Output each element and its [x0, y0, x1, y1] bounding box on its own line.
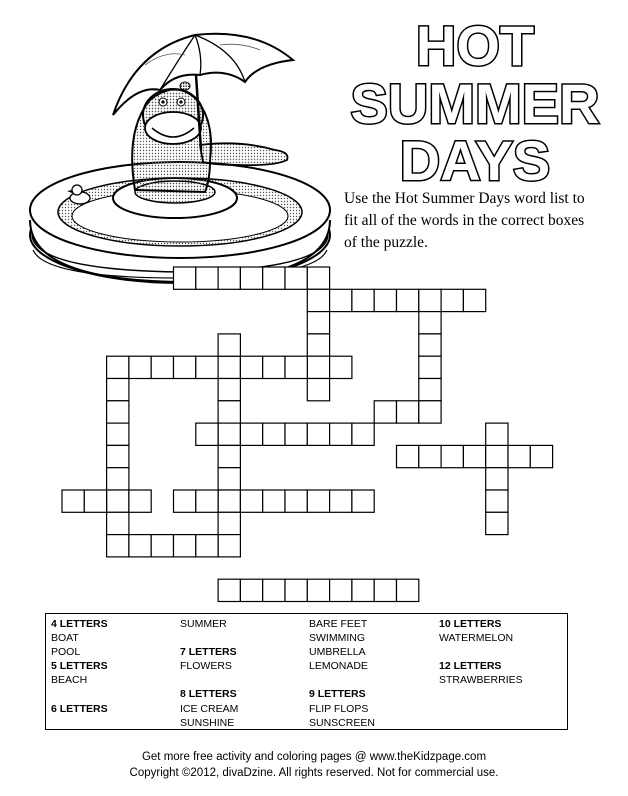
crossword-cell[interactable]	[307, 334, 329, 356]
word-list-heading: 6 LETTERS	[51, 702, 108, 715]
crossword-cell[interactable]	[263, 490, 285, 512]
crossword-cell[interactable]	[419, 379, 441, 401]
crossword-cell[interactable]	[307, 289, 329, 311]
crossword-cell[interactable]	[463, 289, 485, 311]
word-list-item: BOAT	[51, 632, 79, 645]
crossword-cell[interactable]	[307, 579, 329, 601]
crossword-cell[interactable]	[218, 535, 240, 557]
crossword-cell[interactable]	[330, 423, 352, 445]
crossword-cell[interactable]	[218, 579, 240, 601]
word-list-column-3	[309, 617, 375, 730]
word-list-column-2	[180, 617, 238, 730]
crossword-cell[interactable]	[107, 356, 129, 378]
word-list-item: SWIMMING	[309, 632, 365, 645]
crossword-cell[interactable]	[419, 334, 441, 356]
crossword-cell[interactable]	[374, 289, 396, 311]
crossword-cell[interactable]	[174, 356, 196, 378]
crossword-cell[interactable]	[330, 289, 352, 311]
crossword-cell[interactable]	[240, 356, 262, 378]
crossword-cell[interactable]	[486, 445, 508, 467]
crossword-cell[interactable]	[486, 468, 508, 490]
crossword-cell[interactable]	[218, 512, 240, 534]
word-list-column-4	[439, 617, 523, 687]
crossword-cell[interactable]	[486, 490, 508, 512]
crossword-cell[interactable]	[240, 423, 262, 445]
word-list-item: POOL	[51, 646, 81, 659]
crossword-cell[interactable]	[330, 356, 352, 378]
crossword-cell[interactable]	[107, 379, 129, 401]
word-list-heading: 9 LETTERS	[309, 688, 366, 701]
crossword-cell[interactable]	[352, 423, 374, 445]
crossword-cell[interactable]	[486, 423, 508, 445]
crossword-cell[interactable]	[263, 423, 285, 445]
crossword-cell[interactable]	[397, 289, 419, 311]
crossword-cell[interactable]	[218, 468, 240, 490]
crossword-cell[interactable]	[218, 445, 240, 467]
crossword-cell[interactable]	[62, 490, 84, 512]
crossword-cell[interactable]	[419, 401, 441, 423]
crossword-cell[interactable]	[107, 401, 129, 423]
crossword-cell[interactable]	[263, 579, 285, 601]
word-list-item: FLIP FLOPS	[309, 702, 369, 715]
crossword-cell[interactable]	[419, 356, 441, 378]
word-list-heading: 4 LETTERS	[51, 618, 108, 630]
word-list-item: BEACH	[51, 674, 88, 687]
crossword-cell[interactable]	[352, 490, 374, 512]
crossword-cell[interactable]	[129, 535, 151, 557]
crossword-cell[interactable]	[530, 445, 552, 467]
word-list-item: SUNSCREEN	[309, 716, 375, 729]
instructions-text: Use the Hot Summer Days word list to fit all of the words in the correct boxes of the puzzle.	[344, 190, 585, 251]
word-list-item: LEMONADE	[309, 660, 368, 673]
crossword-cell[interactable]	[107, 490, 129, 512]
word-list-item: WATERMELON	[439, 632, 514, 645]
crossword-cell[interactable]	[129, 356, 151, 378]
crossword-cell[interactable]	[107, 512, 129, 534]
crossword-cell[interactable]	[486, 512, 508, 534]
crossword-cell[interactable]	[463, 445, 485, 467]
crossword-cell[interactable]	[419, 445, 441, 467]
crossword-cell[interactable]	[240, 579, 262, 601]
crossword-cell[interactable]	[330, 579, 352, 601]
word-list-item: BARE FEET	[309, 618, 368, 630]
crossword-cell[interactable]	[307, 423, 329, 445]
crossword-cell[interactable]	[218, 334, 240, 356]
crossword-cell[interactable]	[307, 490, 329, 512]
crossword-cell[interactable]	[307, 312, 329, 334]
crossword-cell[interactable]	[218, 356, 240, 378]
crossword-cell[interactable]	[129, 490, 151, 512]
word-list-heading: 5 LETTERS	[51, 660, 108, 673]
crossword-cell[interactable]	[441, 445, 463, 467]
crossword-cell[interactable]	[352, 289, 374, 311]
word-list-heading: 12 LETTERS	[439, 660, 502, 673]
crossword-cell[interactable]	[352, 579, 374, 601]
crossword-cell[interactable]	[151, 356, 173, 378]
crossword-cell[interactable]	[307, 379, 329, 401]
crossword-cell[interactable]	[419, 289, 441, 311]
title-line-3: DAYS	[399, 129, 551, 190]
crossword-cell[interactable]	[196, 490, 218, 512]
crossword-cell[interactable]	[196, 423, 218, 445]
word-list-item: SUMMER	[180, 618, 227, 630]
crossword-cell[interactable]	[374, 401, 396, 423]
crossword-cell[interactable]	[218, 490, 240, 512]
crossword-cell[interactable]	[107, 468, 129, 490]
crossword-cell[interactable]	[151, 535, 173, 557]
crossword-cell[interactable]	[397, 579, 419, 601]
crossword-cell[interactable]	[330, 490, 352, 512]
crossword-cell[interactable]	[285, 490, 307, 512]
word-list-item: STRAWBERRIES	[439, 674, 523, 687]
crossword-cell[interactable]	[397, 445, 419, 467]
crossword-cell[interactable]	[397, 401, 419, 423]
title-line-2: SUMMER	[350, 72, 600, 135]
crossword-cell[interactable]	[174, 490, 196, 512]
crossword-cell[interactable]	[218, 423, 240, 445]
crossword-cell[interactable]	[508, 445, 530, 467]
crossword-cell[interactable]	[419, 312, 441, 334]
crossword-cell[interactable]	[285, 579, 307, 601]
crossword-cell[interactable]	[218, 401, 240, 423]
crossword-cell[interactable]	[441, 289, 463, 311]
crossword-cell[interactable]	[240, 490, 262, 512]
crossword-cell[interactable]	[218, 379, 240, 401]
crossword-cell[interactable]	[263, 356, 285, 378]
word-list-item: FLOWERS	[180, 660, 232, 673]
word-list-box	[45, 613, 568, 730]
puzzle-title	[330, 10, 620, 190]
crossword-cell[interactable]	[84, 490, 106, 512]
crossword-cell[interactable]	[285, 423, 307, 445]
word-list-item: SUNSHINE	[180, 716, 235, 729]
crossword-cell[interactable]	[285, 356, 307, 378]
crossword-cell[interactable]	[307, 356, 329, 378]
crossword-cell[interactable]	[107, 423, 129, 445]
hippo-pool-illustration	[25, 20, 335, 290]
word-list-heading: 8 LETTERS	[180, 688, 237, 701]
title-line-1: HOT	[415, 14, 535, 77]
word-list-column-1	[51, 617, 108, 716]
crossword-cell[interactable]	[174, 535, 196, 557]
word-list-heading: 7 LETTERS	[180, 646, 237, 659]
footer-copyright: Copyright ©2012, divaDzine. All rights reserved. Not for commercial use.	[129, 767, 499, 779]
word-list-heading: 10 LETTERS	[439, 618, 502, 630]
word-list-item: ICE CREAM	[180, 702, 239, 715]
crossword-cell[interactable]	[374, 579, 396, 601]
footer-website: Get more free activity and coloring pages @ www.theKidzpage.com	[141, 751, 487, 763]
crossword-cell[interactable]	[107, 535, 129, 557]
crossword-cell[interactable]	[196, 535, 218, 557]
crossword-cell[interactable]	[196, 356, 218, 378]
crossword-cell[interactable]	[107, 445, 129, 467]
word-list-item: UMBRELLA	[309, 646, 366, 659]
